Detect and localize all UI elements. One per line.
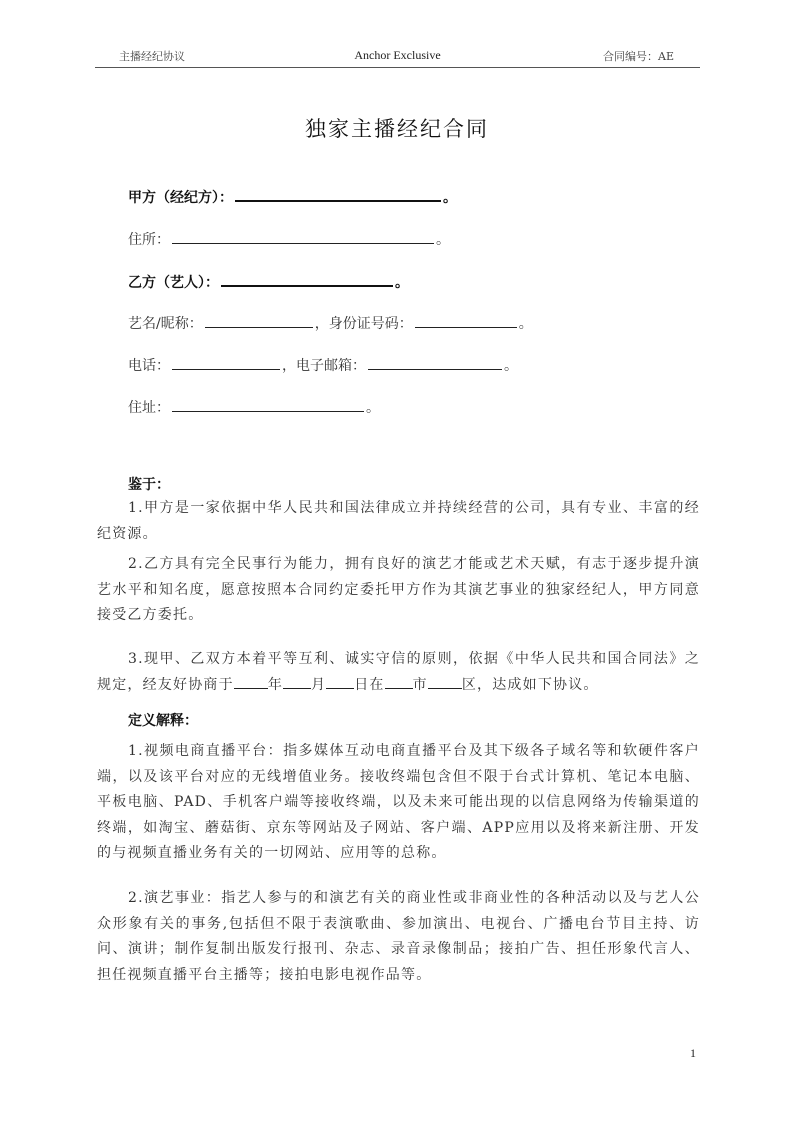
whereas-item-1: 1.甲方是一家依据中华人民共和国法律成立并持续经营的公司，具有专业、丰富的经纪资源。 [97, 500, 700, 542]
phone-field[interactable] [172, 355, 280, 370]
party-a-name-field[interactable] [235, 186, 441, 202]
definition-item-2: 2.演艺事业：指艺人参与的和演艺有关的商业性或非商业性的各种活动以及与艺人公众形象有关的事务,包括但不限于表演歌曲、参加演出、电视台、广播电台节目主持、访问、演讲；制作复制出版发行报刊、杂志、录音录像制品；接拍广告、担任形象代言人、担任视频直播平台主播等；接拍电影电视作品等。 [97, 890, 700, 983]
phone-label: 电话： [128, 358, 170, 374]
stage-name-field[interactable] [205, 313, 313, 328]
party-b-address-label: 住址： [128, 400, 170, 416]
district-field[interactable] [428, 674, 462, 689]
party-b-address-line: 住址： 。 [128, 397, 380, 417]
email-field[interactable] [368, 355, 502, 370]
email-label: ，电子邮箱： [282, 358, 366, 374]
month-field[interactable] [283, 674, 311, 689]
party-b-label: 乙方（艺人）： [128, 275, 219, 291]
day-field[interactable] [326, 674, 354, 689]
party-b-name-field[interactable] [221, 271, 393, 287]
whereas-heading: 鉴于： [128, 477, 170, 493]
definitions-heading: 定义解释： [128, 713, 198, 729]
party-a-label: 甲方（经纪方）： [128, 190, 233, 206]
party-a-address-field[interactable] [172, 229, 434, 244]
definition-item-1: 1.视频电商直播平台：指多媒体互动电商直播平台及其下级各子域名等和软硬件客户端，以及该平台对应的无线增值业务。接收终端包含但不限于台式计算机、笔记本电脑、平板电脑、PAD、手机客户端等接收终端，以及未来可能出现的以信息网络为传输渠道的终端，如淘宝、蘑菇街、京东等网站及子网站、客户端、APP应用以及将来新注册、开发的与视频直播业务有关的一切网站、应用等的总称。 [97, 743, 700, 861]
document-title: 独家主播经纪合同 [305, 117, 489, 141]
party-b-line: 乙方（艺人）： 。 [128, 271, 409, 292]
page-header [95, 48, 700, 68]
header-contract-no: 合同编号：AE [603, 50, 674, 63]
whereas-item-3: 3.现甲、乙双方本着平等互利、诚实守信的原则，依据《中华人民共和国合同法》之规定，经友好协商于 年 月 日在 市 区，达成如下协议。 [97, 651, 700, 693]
whereas-item-2: 2.乙方具有完全民事行为能力，拥有良好的演艺才能或艺术天赋，有志于逐步提升演艺水平和知名度，愿意按照本合同约定委托甲方作为其演艺事业的独家经纪人，甲方同意接受乙方委托。 [97, 556, 700, 623]
year-field[interactable] [234, 674, 268, 689]
party-a-address-label: 住所： [128, 232, 170, 248]
party-b-address-field[interactable] [172, 397, 364, 412]
city-field[interactable] [385, 674, 413, 689]
party-a-address-line: 住所： 。 [128, 229, 450, 249]
id-number-field[interactable] [415, 313, 517, 328]
stage-name-label: 艺名/昵称： [128, 316, 203, 332]
party-a-line: 甲方（经纪方）： 。 [128, 186, 457, 207]
phone-email-line: 电话： ，电子邮箱： 。 [128, 355, 518, 375]
header-left: 主播经纪协议 [119, 50, 185, 63]
page-number: 1 [690, 1046, 696, 1060]
header-center: Anchor Exclusive [354, 48, 441, 62]
stage-name-id-line: 艺名/昵称： ，身份证号码： 。 [128, 313, 533, 333]
id-number-label: ，身份证号码： [314, 316, 413, 332]
